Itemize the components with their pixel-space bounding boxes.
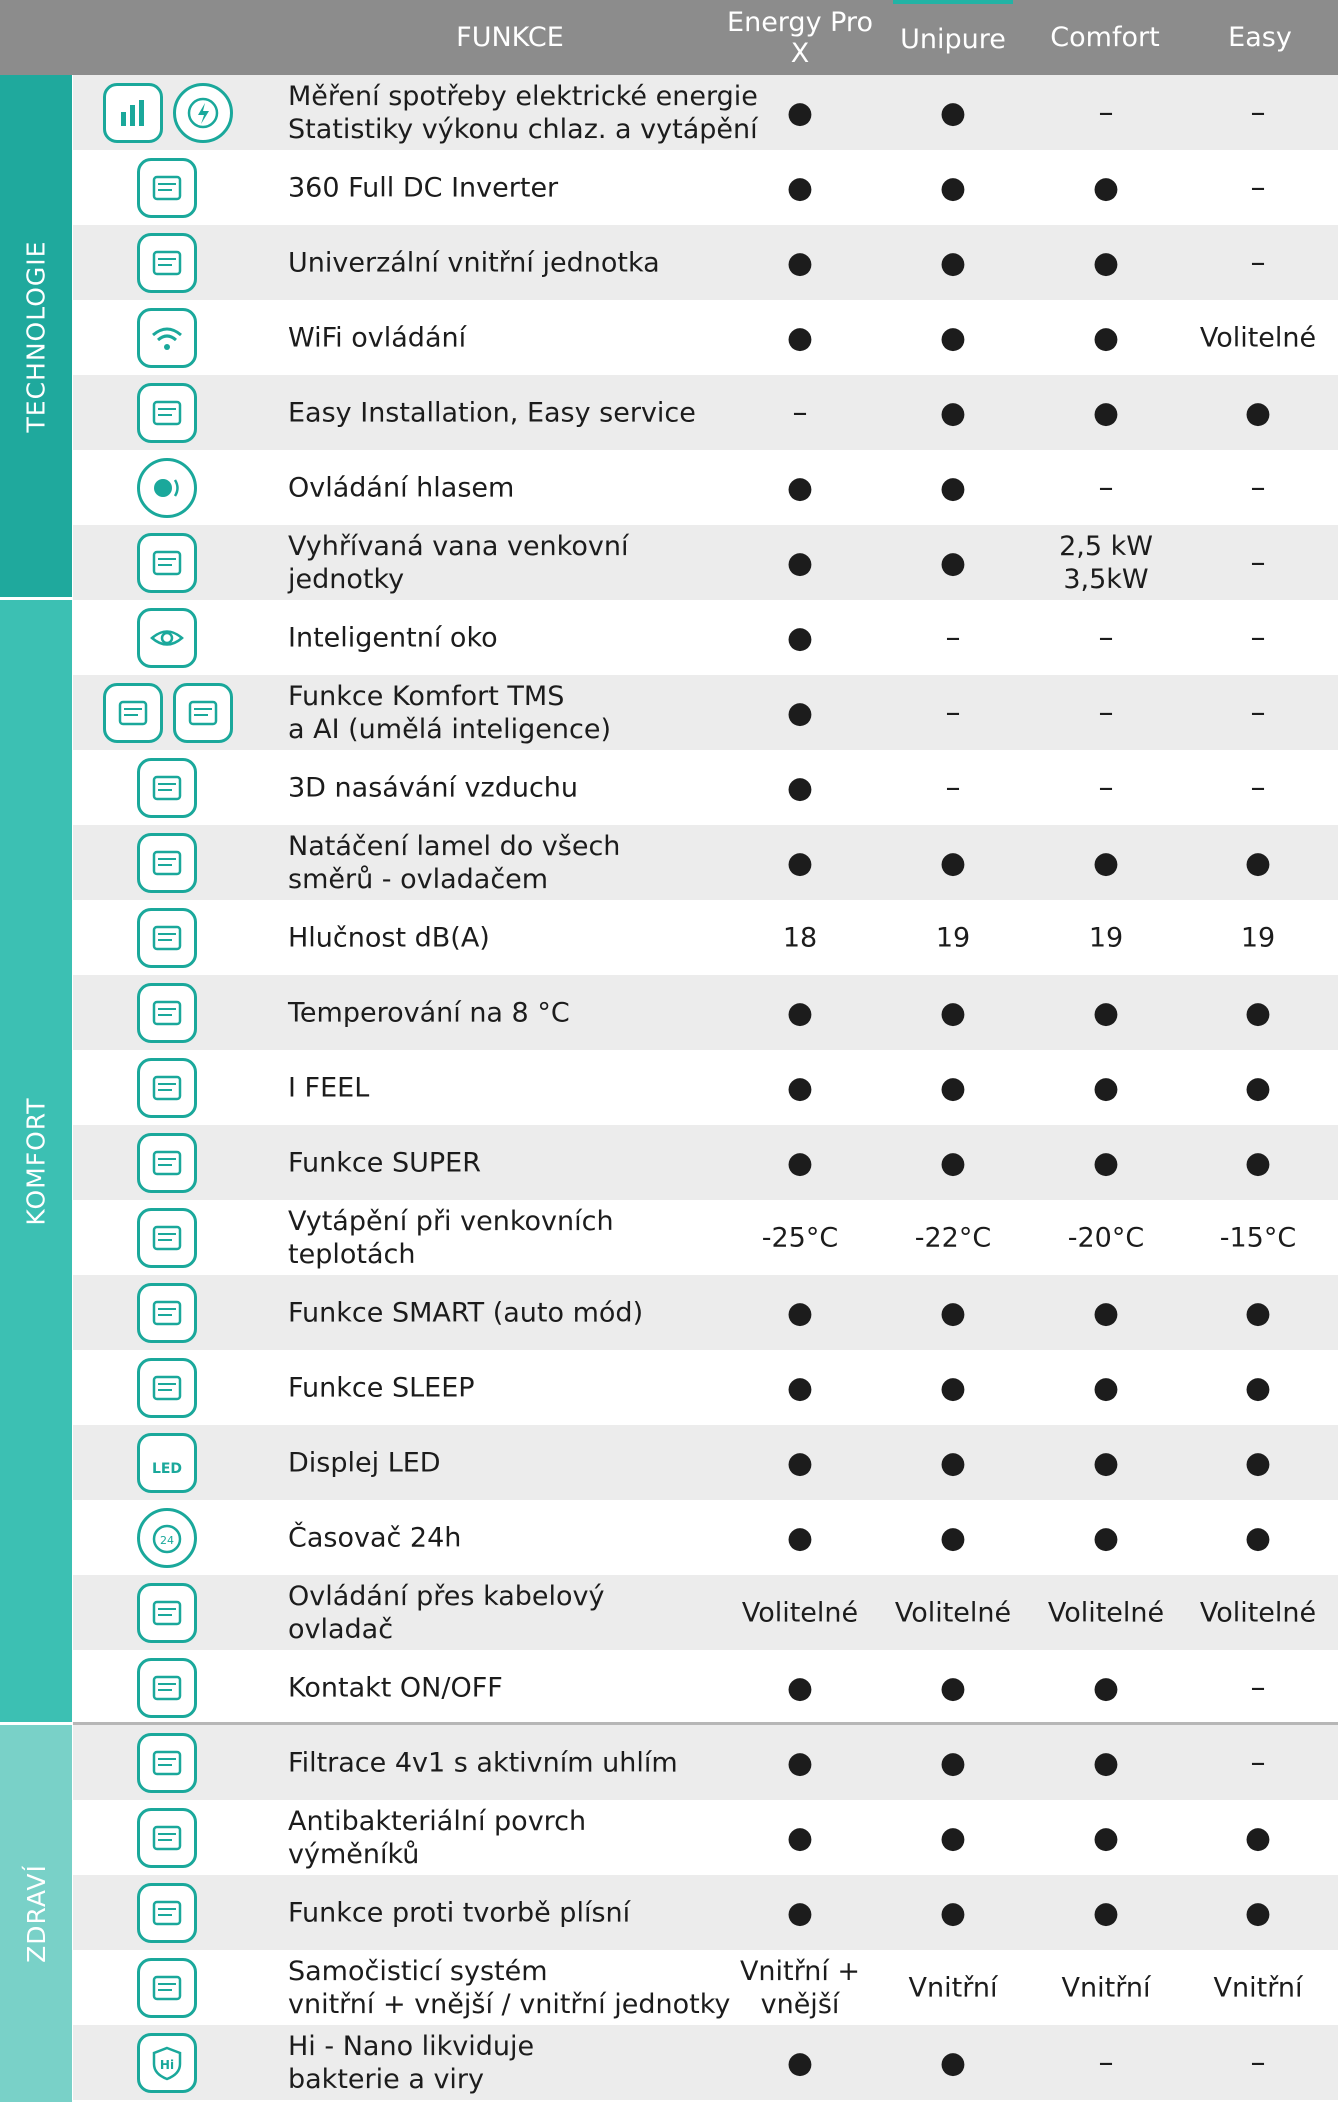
feature-label: Samočisticí systém vnitřní + vnější / vnitřní jednotky (288, 1955, 731, 2020)
cell-easy: – (1250, 770, 1266, 805)
table-row (73, 1725, 1338, 1800)
cell-easy: – (1250, 695, 1266, 730)
section-komfort (0, 600, 72, 1722)
super-mode-icon (137, 1133, 197, 1193)
table-row (73, 375, 1338, 450)
table-row (73, 450, 1338, 525)
cell-energy-pro-x: ● (786, 245, 814, 280)
chart-bars-icon (103, 83, 163, 143)
cell-comfort: – (1098, 620, 1114, 655)
noise-level-icon (137, 908, 197, 968)
heated-tray-icon (137, 533, 197, 593)
cell-comfort: 19 (1088, 922, 1124, 953)
table-row (73, 525, 1338, 600)
cell-unipure: ● (939, 1295, 967, 1330)
cell-unipure: ● (939, 1520, 967, 1555)
svg-text:Hi: Hi (159, 2057, 175, 2072)
indoor-unit-icon (137, 233, 197, 293)
section-label: TECHNOLOGIE (21, 240, 51, 432)
cell-unipure: ● (939, 545, 967, 580)
feature-label: Ovládání hlasem (288, 472, 515, 503)
cell-unipure: – (945, 770, 961, 805)
table-row (73, 75, 1338, 150)
cell-energy-pro-x: ● (786, 1070, 814, 1105)
table-row (73, 825, 1338, 900)
cell-unipure: ● (939, 95, 967, 130)
table-row (73, 675, 1338, 750)
cell-comfort: – (1098, 470, 1114, 505)
antibacterial-icon (137, 1808, 197, 1868)
cell-unipure: ● (939, 395, 967, 430)
table-row (73, 1425, 1338, 1500)
ai-head-icon (103, 683, 163, 743)
cell-easy: – (1250, 245, 1266, 280)
table-row (73, 1500, 1338, 1575)
feature-label: WiFi ovládání (288, 322, 467, 353)
cell-easy: – (1250, 1670, 1266, 1705)
cell-unipure: ● (939, 245, 967, 280)
energy-meter-icon (173, 83, 233, 143)
heating-8c-icon (137, 983, 197, 1043)
cell-energy-pro-x: ● (786, 620, 814, 655)
3d-airflow-icon (137, 758, 197, 818)
cell-energy-pro-x: ● (786, 1745, 814, 1780)
svg-text:24: 24 (160, 1533, 174, 1547)
sleep-mode-icon (137, 1358, 197, 1418)
cell-easy: – (1250, 95, 1266, 130)
cell-comfort: – (1098, 2045, 1114, 2080)
cell-easy: ● (1244, 1295, 1272, 1330)
cell-energy-pro-x: ● (786, 1895, 814, 1930)
feature-label: Funkce Komfort TMS a AI (umělá inteligence) (288, 680, 611, 745)
cell-easy: – (1250, 2045, 1266, 2080)
cell-easy: ● (1244, 1145, 1272, 1180)
cell-comfort: ● (1092, 1370, 1120, 1405)
cell-easy: – (1250, 170, 1266, 205)
cell-energy-pro-x: ● (786, 1370, 814, 1405)
tms-icon (173, 683, 233, 743)
cell-unipure: ● (939, 1895, 967, 1930)
i-feel-icon (137, 1058, 197, 1118)
self-clean-icon (137, 1958, 197, 2018)
cell-energy-pro-x: ● (786, 1670, 814, 1705)
feature-label: Inteligentní oko (288, 622, 498, 653)
cell-unipure: ● (939, 1745, 967, 1780)
cell-energy-pro-x: – (792, 395, 808, 430)
feature-label: Easy Installation, Easy service (288, 397, 696, 428)
feature-label: Filtrace 4v1 s aktivním uhlím (288, 1747, 678, 1778)
cell-energy-pro-x: ● (786, 1295, 814, 1330)
feature-label: Natáčení lamel do všech směrů - ovladačem (288, 830, 621, 895)
table-row (73, 1950, 1338, 2025)
intelligent-eye-icon (137, 608, 197, 668)
table-header (0, 0, 1338, 75)
cell-easy: ● (1244, 1820, 1272, 1855)
feature-label: Displej LED (288, 1447, 441, 1478)
cell-unipure: ● (939, 995, 967, 1030)
cell-unipure: Vnitřní (908, 1972, 998, 2003)
led-display-icon (137, 1433, 197, 1493)
header-unipure: Unipure (893, 0, 1013, 75)
cell-unipure: Volitelné (894, 1597, 1012, 1628)
louver-swing-icon (137, 833, 197, 893)
cell-comfort: ● (1092, 1145, 1120, 1180)
cell-comfort: ● (1092, 320, 1120, 355)
section-label: KOMFORT (21, 1096, 51, 1226)
cell-comfort: Volitelné (1047, 1597, 1165, 1628)
table-row (73, 300, 1338, 375)
cell-comfort: ● (1092, 395, 1120, 430)
cell-comfort: – (1098, 95, 1114, 130)
header-comfort: Comfort (1050, 22, 1160, 53)
table-row (73, 1050, 1338, 1125)
cell-energy-pro-x: Vnitřní + vnější (739, 1955, 861, 2020)
cell-easy: ● (1244, 1070, 1272, 1105)
cell-easy: – (1250, 545, 1266, 580)
cell-easy: – (1250, 620, 1266, 655)
cell-comfort: – (1098, 695, 1114, 730)
cell-energy-pro-x: -25°C (761, 1222, 839, 1253)
cell-easy: ● (1244, 1445, 1272, 1480)
cell-comfort: ● (1092, 1820, 1120, 1855)
table-row (73, 1125, 1338, 1200)
cell-energy-pro-x: ● (786, 770, 814, 805)
cell-energy-pro-x: ● (786, 2045, 814, 2080)
header-energy-pro-x: Energy Pro X (727, 6, 873, 69)
cell-easy: ● (1244, 1895, 1272, 1930)
cell-easy: ● (1244, 845, 1272, 880)
feature-label: Funkce SMART (auto mód) (288, 1297, 644, 1328)
cell-easy: -15°C (1219, 1222, 1297, 1253)
table-row (73, 1350, 1338, 1425)
cell-unipure: ● (939, 1145, 967, 1180)
cell-energy-pro-x: ● (786, 1520, 814, 1555)
cell-energy-pro-x: 18 (782, 922, 818, 953)
table-row (73, 1200, 1338, 1275)
cell-energy-pro-x: ● (786, 470, 814, 505)
cell-energy-pro-x: ● (786, 320, 814, 355)
voice-control-icon (137, 458, 197, 518)
cell-easy: ● (1244, 1520, 1272, 1555)
cell-comfort: ● (1092, 1070, 1120, 1105)
feature-label: Vyhřívaná vana venkovní jednotky (288, 530, 629, 595)
cell-comfort: ● (1092, 170, 1120, 205)
table-row (73, 2025, 1338, 2100)
on-off-contact-icon (137, 1658, 197, 1718)
cell-energy-pro-x: ● (786, 170, 814, 205)
tools-icon (137, 383, 197, 443)
feature-label: Ovládání přes kabelový ovladač (288, 1580, 605, 1645)
table-row (73, 750, 1338, 825)
cell-energy-pro-x: ● (786, 1820, 814, 1855)
table-row (73, 1275, 1338, 1350)
feature-label: Časovač 24h (288, 1522, 462, 1553)
table-row (73, 1875, 1338, 1950)
table-row (73, 1800, 1338, 1875)
cell-easy: 19 (1240, 922, 1276, 953)
cell-comfort: – (1098, 770, 1114, 805)
cell-energy-pro-x: Volitelné (741, 1597, 859, 1628)
cell-unipure: ● (939, 170, 967, 205)
feature-label: Kontakt ON/OFF (288, 1672, 503, 1703)
cell-unipure: ● (939, 845, 967, 880)
cell-comfort: ● (1092, 845, 1120, 880)
cell-energy-pro-x: ● (786, 95, 814, 130)
feature-label: I FEEL (288, 1072, 370, 1103)
cell-energy-pro-x: ● (786, 545, 814, 580)
header-easy: Easy (1228, 22, 1292, 53)
feature-label: Temperování na 8 °C (288, 997, 570, 1028)
cell-comfort: ● (1092, 1295, 1120, 1330)
cell-unipure: 19 (935, 922, 971, 953)
cell-unipure: ● (939, 1820, 967, 1855)
feature-label: Univerzální vnitřní jednotka (288, 247, 660, 278)
cell-easy: Volitelné (1199, 1597, 1317, 1628)
feature-label: Funkce SUPER (288, 1147, 481, 1178)
cell-comfort: ● (1092, 1895, 1120, 1930)
cell-unipure: – (945, 695, 961, 730)
cell-easy: ● (1244, 995, 1272, 1030)
cell-easy: Volitelné (1199, 322, 1317, 353)
cell-unipure: – (945, 620, 961, 655)
cell-easy: ● (1244, 1370, 1272, 1405)
table-row (73, 975, 1338, 1050)
smart-mode-icon (137, 1283, 197, 1343)
cell-comfort: ● (1092, 245, 1120, 280)
feature-label: 360 Full DC Inverter (288, 172, 559, 203)
feature-label: Hlučnost dB(A) (288, 922, 490, 953)
table-row (73, 1650, 1338, 1725)
svg-text:LED: LED (151, 1460, 183, 1477)
feature-label: Funkce proti tvorbě plísní (288, 1897, 631, 1928)
timer-24h-icon (137, 1508, 197, 1568)
filter-icon (137, 1733, 197, 1793)
cell-comfort: ● (1092, 1445, 1120, 1480)
feature-label: Měření spotřeby elektrické energie Statistiky výkonu chlaz. a vytápění (288, 80, 758, 145)
feature-label: Funkce SLEEP (288, 1372, 475, 1403)
cell-unipure: ● (939, 1445, 967, 1480)
cell-comfort: -20°C (1067, 1222, 1145, 1253)
cell-unipure: ● (939, 1670, 967, 1705)
table-row (73, 150, 1338, 225)
feature-label: Hi - Nano likviduje bakterie a viry (288, 2030, 535, 2095)
table-row (73, 900, 1338, 975)
table-row (73, 600, 1338, 675)
cell-energy-pro-x: ● (786, 1445, 814, 1480)
section-zdravi (0, 1725, 72, 2102)
cell-easy: – (1250, 470, 1266, 505)
feature-label: 3D nasávání vzduchu (288, 772, 579, 803)
cell-energy-pro-x: ● (786, 995, 814, 1030)
cell-comfort: Vnitřní (1061, 1972, 1151, 2003)
cell-energy-pro-x: ● (786, 695, 814, 730)
wifi-icon (137, 308, 197, 368)
table-row (73, 225, 1338, 300)
cell-unipure: ● (939, 320, 967, 355)
cell-easy: Vnitřní (1213, 1972, 1303, 2003)
cell-comfort: 2,5 kW 3,5kW (1059, 530, 1153, 595)
feature-label: Antibakteriální povrch výměníků (288, 1805, 587, 1870)
feature-label: Vytápění při venkovních teplotách (288, 1205, 614, 1270)
cell-easy: ● (1244, 395, 1272, 430)
full-dc-inverter-icon (137, 158, 197, 218)
cell-comfort: ● (1092, 1745, 1120, 1780)
cell-unipure: ● (939, 470, 967, 505)
hi-nano-icon (137, 2033, 197, 2093)
outdoor-heating-icon (137, 1208, 197, 1268)
anti-mold-icon (137, 1883, 197, 1943)
cell-unipure: ● (939, 2045, 967, 2080)
cell-unipure: -22°C (914, 1222, 992, 1253)
cell-easy: – (1250, 1745, 1266, 1780)
cell-unipure: ● (939, 1070, 967, 1105)
section-technologie (0, 75, 72, 597)
cell-comfort: ● (1092, 1670, 1120, 1705)
cell-unipure: ● (939, 1370, 967, 1405)
cell-energy-pro-x: ● (786, 845, 814, 880)
section-label: ZDRAVÍ (21, 1864, 51, 1963)
cell-energy-pro-x: ● (786, 1145, 814, 1180)
cell-comfort: ● (1092, 995, 1120, 1030)
header-funkce: FUNKCE (456, 22, 564, 53)
wired-controller-icon (137, 1583, 197, 1643)
cell-comfort: ● (1092, 1520, 1120, 1555)
table-row (73, 1575, 1338, 1650)
